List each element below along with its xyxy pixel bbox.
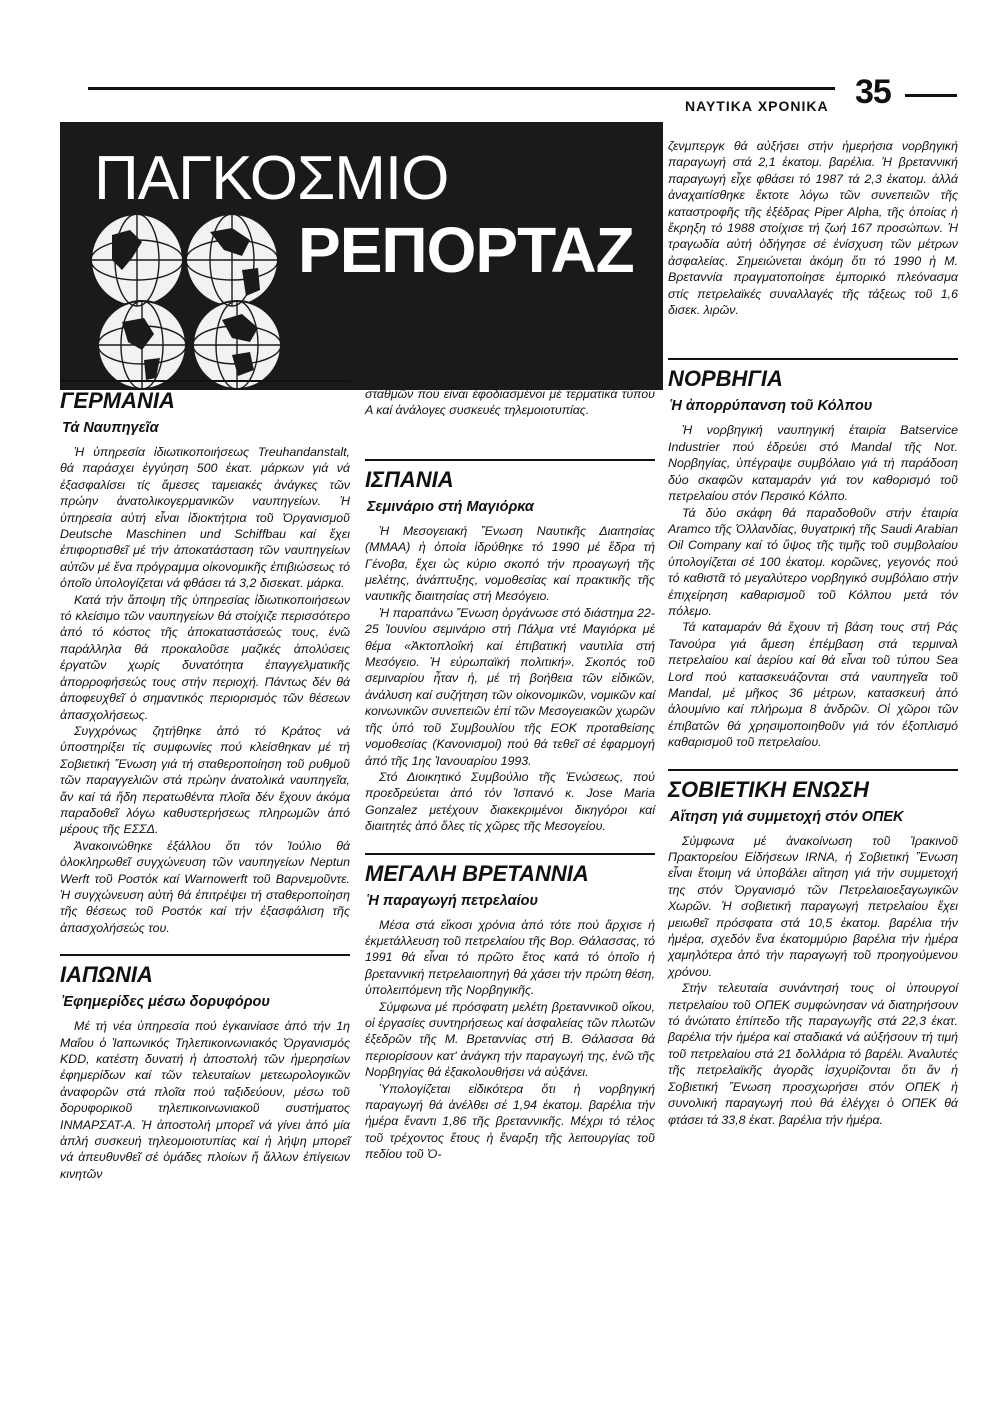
section-rule bbox=[668, 358, 958, 360]
article-paragraph: Συγχρόνως ζητήθηκε ἀπό τό Κράτος νά ὑποστηρίξει τίς συμφωνίες πού κλείσθηκαν μέ τή Σοβιετική Ἕνωση γιά τή σταθεροποίηση τοῦ ρυθμοῦ τῶν παραγγελιῶν στά πρώην ἀνατολικά ναυπηγεῖα, ἄν καί τά ἤδη περατωθέντα πλοῖα δέν ἔχουν ἀκόμα παραδοθεῖ λόγω καθυστερήσεως πληρωμῶν ἀπό μέρους τῆς ΕΣΣΔ. bbox=[60, 723, 350, 837]
article-paragraph: Στήν τελευταία συνάντησή τους οἱ ὑπουργοί πετρελαίου τοῦ ΟΠΕΚ συμφώνησαν νά διατηρήσουν τό ἀνώτατο ἐπίπεδο τῆς παραγωγῆς στά 22,3 ἑκατ. βαρέλια τήν ἡμέρα καί σταδιακά νά αὐξήσουν τή τιμή τοῦ πετρελαίου στά 21 δολλάρια τό βαρέλι. Ἀναλυτές τῆς πετρελαϊκῆς ἀγορᾶς ἰσχυρίζονται ὅτι ἄν ἡ Σοβιετική Ἕνωση προσχωρήσει στόν ΟΠΕΚ ἡ συνολική παραγωγή πού θά ἐλέγχει ὁ ΟΠΕΚ θά φτάσει τά 33,8 ἑκατ. βαρέλια τήν ἡμέρα. bbox=[668, 981, 958, 1127]
article-paragraph: Ἡ νορβηγική ναυπηγική ἑταιρία Batservice Industrier πού ἑδρεύει στό Mandal τῆς Νοτ. Νορβηγίας, ὑπέγραψε συμβόλαιο γιά τή παράδοση δύο σκαφῶν καταμαράν γιά τον καθορισμό τοῦ πετρελαίου στόν Περσικό Κόλπο. bbox=[668, 423, 958, 504]
publication-name: ΝΑΥΤΙΚΑ ΧΡΟΝΙΚΑ bbox=[685, 98, 829, 114]
section-rule bbox=[60, 954, 350, 956]
column-3 bbox=[668, 138, 958, 1128]
section-title-norway: ΝΟΡΒΗΓΙΑ bbox=[668, 366, 783, 392]
column-2 bbox=[365, 386, 655, 1163]
banner-title-line2: ΡΕΠΟΡΤΑΖ bbox=[298, 214, 634, 286]
article-paragraph: Ἡ παραπάνω Ἕνωση ὀργάνωσε στό διάστημα 22-25 Ἰουνίου σεμινάριο στή Πάλμα ντέ Μαγιόρκα μέ θέμα «Ἀκτοπλοΐκή καί ἐπιβατική ναυτιλία στή Μεσόγειο. Ἡ εὐρωπαϊκή πολιτική». Σκοπός τοῦ σεμιναρίου ἦταν ἡ, μέ τή βοήθεια τῶν εἰδικῶν, ἀνάλυση καί συζήτηση τῶν οἰκονομικῶν, νομικῶν καί κοινωνικῶν συνεπειῶν ἐπί τῶν Μεσογειακῶν χωρῶν τῆς ὑπό τοῦ Συμβουλίου τῆς ΕΟΚ προταθείσης νομοθεσίας (Κανονισμοί) πού θά τεθεῖ σέ ἐφαρμογή ἀπό τῆς 1ης Ἰανουαρίου 1993. bbox=[365, 605, 655, 768]
article-paragraph: Κατά τήν ἄποψη τῆς ὑπηρεσίας ἰδιωτικοποιήσεων τό κλείσιμο τῶν ναυπηγείων θά στοίχιζε περισσότερο ἀπό τό κόστος τῆς ἀποκαταστάσεώς τους, ἐνῶ παράλληλα θά προκαλοῦσε μαζικές ἀπολύσεις ἐργατῶν χωρίς δυνατότητα ἐπαγγελματικῆς ἀπορροφήσεώς τους στήν περιοχή. Πάντως δέν θά ἀποφευχθεῖ ὁ σημαντικός περιορισμός τῶν θέσεων ἀπασχολήσεως. bbox=[60, 592, 350, 722]
section-subtitle-japan: Ἐφημερίδες μέσω δορυφόρου bbox=[62, 994, 270, 1011]
page-number: 35 bbox=[855, 73, 891, 111]
article-paragraph: Ἡ ὑπηρεσία ἰδιωτικοποιήσεως Treuhandanstalt, θά παράσχει ἐγγύηση 500 ἑκατ. μάρκων γιά νά ἐξασφαλίσει τίς ἄμεσες ταμειακές ἀνάγκες τῶν πρώην ἀνατολικογερμανικῶν ναυπηγείων. Ἡ ὑπηρεσία αὐτή εἶναι ἰδιοκτήτρια τοῦ Ὀργανισμοῦ Deutsche Maschinen und Schiffbau καί ἔχει ἐπιφορτισθεῖ μέ τήν ἀποκατάσταση τῶν ναυπηγείων αὐτῶν μέ ἕνα πρόγραμμα οἰκονομικῆς ἐπιβιώσεως τό ὁποῖο ὑπολογίζεται νά φθάσει τά 3,2 δισεκατ. μάρκα. bbox=[60, 445, 350, 591]
section-rule bbox=[60, 380, 350, 382]
section-subtitle-ussr: Αἴτηση γιά συμμετοχή στόν ΟΠΕΚ bbox=[670, 808, 904, 825]
section-title-britain: ΜΕΓΑΛΗ ΒΡΕΤΑΝΝΙΑ bbox=[365, 860, 589, 886]
section-rule bbox=[668, 769, 958, 771]
section-subtitle-germany: Τά Ναυπηγεῖα bbox=[62, 420, 159, 436]
article-paragraph: Ὑπολογίζεται εἰδικότερα ὅτι ἡ νορβηγική παραγωγή θά ἀνέλθει σέ 1,94 ἑκατομ. βαρέλια τήν ἡμέρα ἔναντι 1,86 τῆς βρεταννικῆς. Μέχρι τό τέλος τοῦ τρέχοντος ἔτους ἡ ἔναρξη τῆς λειτουργίας τοῦ πεδίου τοῦ Ὀ- bbox=[365, 1081, 655, 1162]
section-subtitle-norway: Ἡ ἀπορρύπανση τοῦ Κόλπου bbox=[670, 398, 873, 415]
banner-title-line1: ΠΑΓΚΟΣΜΙΟ bbox=[94, 144, 449, 213]
globes-icon bbox=[82, 210, 312, 390]
section-subtitle-britain: Ἡ παραγωγή πετρελαίου bbox=[367, 892, 539, 909]
column-1 bbox=[60, 380, 350, 1182]
section-rule bbox=[365, 459, 655, 461]
world-report-banner bbox=[60, 122, 663, 390]
article-paragraph: Μέσα στά εἴκοσι χρόνια ἀπό τότε πού ἄρχισε ἡ ἐκμετάλλευση τοῦ πετρελαίου τῆς Βορ. Θάλασσας, τό 1991 θά εἶναι τό πρῶτο ἔτος κατά τό ὁποῖο ἡ βρεταννική πετρελαιοπηγή θά χάσει τήν πρώτη θέση, ὑπολειπόμενη τῆς Νορβηγικῆς. bbox=[365, 917, 655, 998]
article-paragraph: Ἀνακοινώθηκε ἐξάλλου ὅτι τόν Ἰούλιο θά ὁλοκληρωθεῖ συγχώνευση τῶν ναυπηγείων Neptun Werft τοῦ Ροστόκ καί Warnowerft τοῦ Βαρνεμοῦντε. Ἡ συγχώνευση αὐτή θά ἐπιτρέψει τή σταθεροποίηση τῆς θέσεως τοῦ Ροστόκ καί τήν ἐξασφάλιση τῆς ἀπασχολήσεώς του. bbox=[60, 838, 350, 935]
section-rule bbox=[365, 853, 655, 855]
header-rule-left bbox=[88, 87, 835, 90]
header-rule-right bbox=[905, 94, 957, 97]
section-title-ussr: ΣΟΒΙΕΤΙΚΗ ΕΝΩΣΗ bbox=[668, 776, 869, 802]
article-paragraph: Ἡ Μεσογειακή Ἕνωση Ναυτικῆς Διαιτησίας (ΜΜΑΑ) ἡ ὁποία ἱδρύθηκε τό 1990 μέ ἕδρα τή Γένοβα, ἔχει ὡς κύριο σκοπό τήν προαγωγή τῆς μελέτης, ἀνάπτυξης, νομοθεσίας καί πρακτικῆς τῆς ναυτικῆς διαιτησίας στή Μεσόγειο. bbox=[365, 523, 655, 604]
article-paragraph: Σύμφωνα μέ πρόσφατη μελέτη βρεταννικοῦ οἴκου, οἱ ἐργασίες συντηρήσεως καί ἀσφαλείας τῶν πλωτῶν ἐξεδρῶν τῆς Μ. Βρεταννίας στή Β. Θάλασσα θά περιορίσουν κατ' ἀνάγκη τήν παραγωγή της, ἐνῶ τῆς Νορβηγίας θά ἐξακολουθήσει νά αὐξάνει. bbox=[365, 999, 655, 1080]
article-paragraph: Τά καταμαράν θά ἔχουν τή βάση τους στή Ράς Τανούρα γιά ἄμεση ἐπέμβαση στά τερμιναλ πετρελαίου καί ἀερίου καί θά εἶναι τοῦ τύπου Sea Lord πού κατασκευάζονται στά ναυπηγεῖα τοῦ Mandal, μέ μῆκος 36 μέτρων, κατασκευή ἀπό ἀλουμίνιο καί πλήρωμα 8 ἀνδρῶν. Οἱ χῶροι τῶν ἐπιβατῶν θά χρησιμοποιηθοῦν γιά τόν ἐξοπλισμό καθαρισμοῦ τοῦ πετρελαίου. bbox=[668, 620, 958, 750]
section-subtitle-spain: Σεμινάριο στή Μαγιόρκα bbox=[367, 498, 534, 515]
section-title-germany: ΓΕΡΜΑΝΙΑ bbox=[60, 388, 175, 413]
section-title-spain: ΙΣΠΑΝΙΑ bbox=[365, 466, 454, 492]
article-paragraph-continued: σταθμῶν πού εἶναι ἐφοδιασμένοι μέ τερματικά τύπου Α καί ἀνάλογες συσκευές τηλεμοιοτυπίας. bbox=[365, 387, 655, 418]
article-paragraph: Σύμφωνα μέ ἀνακοίνωση τοῦ Ἰρακινοῦ Πρακτορείου Εἰδήσεων IRNA, ἡ Σοβιετική Ἕνωση εἶναι ἕτοιμη νά ὑποβάλει αἴτηση γιά τήν συμμετοχή της στόν Ὀργανισμό τῶν Πετρελαιοεξαγωγικῶν Χωρῶν. Ἡ σοβιετική παραγωγή πετρελαίου ἔχει μειωθεῖ πρόσφατα στά 10,5 ἑκατομ. βαρέλια τήν ἡμέρα, σχεδόν ἕνα ἑκατομμύριο βαρέλια τήν ἡμέρα χαμηλότερα ἀπό τήν παραγωγή τοῦ προηγούμενου χρόνου. bbox=[668, 833, 958, 979]
article-paragraph-continued: ζενμπεργκ θά αὐξήσει στήν ἡμερήσια νορβηγική παραγωγή στά 2,1 ἑκατομ. βαρέλια. Ἡ βρεταννική παραγωγή εἶχε φθάσει τό 1987 τά 2,3 ἑκατομ. ἀλλά ἀναχαιτίσθηκε ἔκτοτε λόγω τῶν συνεπειῶν τῆς καταστροφῆς τῆς ἐξέδρας Piper Alpha, τῆς ὁποίας ἡ ἔκρηξη τό 1988 στοίχισε τή ζωή 167 προσώπων. Ἡ τραγωδία αὐτή ὁδήγησε σέ ἐνίσχυση τῶν μέτρων ἀσφαλείας. Σημειώνεται ἀκόμη ὅτι τό 1990 ἡ Μ. Βρεταννία πραγματοποίησε ἐμπορικό πλεόνασμα στίς πετρελαϊκές συναλλαγές τῆς τάξεως τοῦ 1,6 δισεκ. λιρῶν. bbox=[668, 139, 958, 318]
article-paragraph: Μέ τή νέα ὑπηρεσία πού ἐγκαινίασε ἀπό τήν 1η Μαΐου ὁ Ἰαπωνικός Τηλεπικοινωνιακός Ὀργανισμός KDD, κατέστη δυνατή ἡ ἀποστολή τῶν ἡμερησίων ἐφημερίδων καί τῶν τελευταίων μετεωρολογικῶν ἀναφορῶν στά πλοῖα πού ταξιδεύουν, μέσω τοῦ δορυφορικοῦ τηλεπικοινωνιακοῦ συστήματος ΙΝΜΑΡΣΑΤ-Α. Ἡ ἀποστολή μπορεῖ νά γίνει ἀπό μία ἁπλή συσκευή τηλεομοιοτυπίας καί ἡ λήψη μπορεῖ νά ἀπευθυνθεῖ σέ ὁμάδες πλοίων ἤ ἄλλων ἐπίγειων κινητῶν bbox=[60, 1019, 350, 1181]
section-title-japan: ΙΑΠΩΝΙΑ bbox=[60, 962, 153, 988]
article-paragraph: Στό Διοικητικό Συμβούλιο τῆς Ἑνώσεως, πού προεδρεύεται ἀπό τόν Ἰσπανό κ. Jose Maria Gonzalez μετέχουν διακεκριμένοι δικηγόροι καί διαιτητές ἀπό ὅλες τίς χῶρες τῆς Μεσογείου. bbox=[365, 769, 655, 834]
article-paragraph: Τά δύο σκάφη θά παραδοθοῦν στήν ἑταιρία Aramco τῆς Ὁλλανδίας, θυγατρική τῆς Saudi Arabian Oil Company καί τό ὕψος τῆς τιμῆς τοῦ συμβολαίου ὑπολογίζεται σέ 100 ἑκατομ. κορῶνες, γεγονός πού τό καθιστᾶ τό μεγαλύτερο νορβηγικό συμβόλαιο στήν ἐπιχείρηση καθαρισμοῦ τοῦ Κόλπου μετά τόν πόλεμο. bbox=[668, 505, 958, 618]
